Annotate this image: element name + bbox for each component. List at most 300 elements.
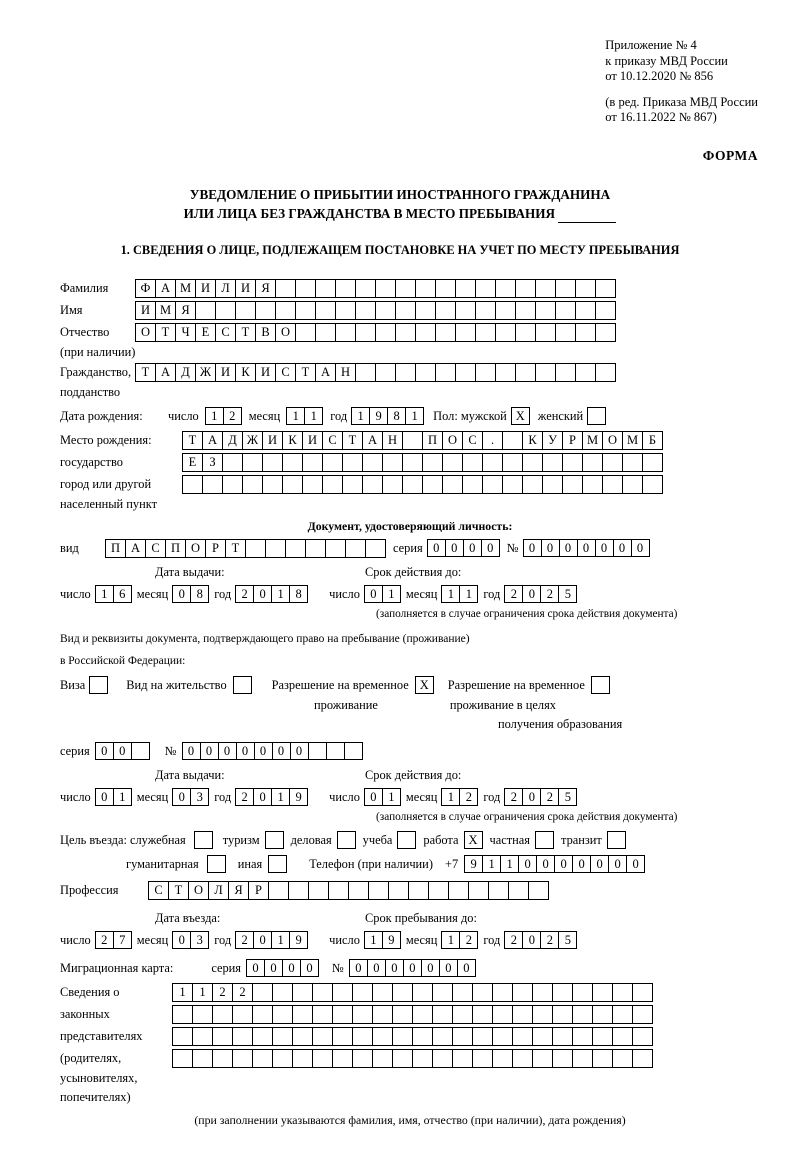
char-cell[interactable]: Я xyxy=(175,301,196,320)
char-cell[interactable]: 2 xyxy=(232,983,253,1002)
char-cell[interactable] xyxy=(192,1049,213,1068)
char-cell[interactable]: 7 xyxy=(113,931,132,949)
char-cell[interactable] xyxy=(375,363,396,382)
char-cell[interactable] xyxy=(308,881,329,900)
char-cell[interactable] xyxy=(612,1049,633,1068)
char-cell[interactable]: 6 xyxy=(113,585,132,603)
char-cell[interactable]: Р xyxy=(248,881,269,900)
char-cell[interactable] xyxy=(212,1027,233,1046)
char-cell[interactable]: 0 xyxy=(349,959,368,977)
char-cell[interactable] xyxy=(222,475,243,494)
char-cell[interactable] xyxy=(352,983,373,1002)
char-cell[interactable]: 0 xyxy=(523,539,542,557)
char-cell[interactable]: А xyxy=(362,431,383,450)
char-cell[interactable]: 0 xyxy=(541,539,560,557)
char-cell[interactable] xyxy=(552,1005,573,1024)
char-cell[interactable] xyxy=(492,1027,513,1046)
char-cell[interactable] xyxy=(332,983,353,1002)
char-cell[interactable] xyxy=(428,881,449,900)
char-cell[interactable] xyxy=(395,279,416,298)
char-cell[interactable] xyxy=(412,1005,433,1024)
entry-month-cells[interactable] xyxy=(172,931,208,949)
char-cell[interactable] xyxy=(245,539,266,558)
char-cell[interactable] xyxy=(172,1027,193,1046)
char-cell[interactable]: 0 xyxy=(218,742,237,760)
char-cell[interactable]: 2 xyxy=(235,931,254,949)
char-cell[interactable] xyxy=(355,363,376,382)
doc-kind-cells[interactable] xyxy=(105,539,385,558)
char-cell[interactable]: У xyxy=(542,431,563,450)
char-cell[interactable] xyxy=(535,363,556,382)
char-cell[interactable] xyxy=(322,475,343,494)
char-cell[interactable]: Я xyxy=(228,881,249,900)
char-cell[interactable]: 0 xyxy=(421,959,440,977)
char-cell[interactable] xyxy=(612,1005,633,1024)
legal-rep-cells-row3[interactable] xyxy=(172,1027,652,1046)
char-cell[interactable]: 0 xyxy=(463,539,482,557)
char-cell[interactable] xyxy=(432,983,453,1002)
surname-cells[interactable] xyxy=(135,279,615,298)
char-cell[interactable] xyxy=(515,363,536,382)
doc-issue-month-cells[interactable] xyxy=(172,585,208,603)
char-cell[interactable] xyxy=(262,453,283,472)
char-cell[interactable] xyxy=(472,983,493,1002)
char-cell[interactable] xyxy=(582,453,603,472)
char-cell[interactable] xyxy=(402,431,423,450)
char-cell[interactable] xyxy=(542,453,563,472)
char-cell[interactable]: 0 xyxy=(290,742,309,760)
char-cell[interactable]: Ж xyxy=(242,431,263,450)
char-cell[interactable] xyxy=(455,323,476,342)
char-cell[interactable]: 0 xyxy=(182,742,201,760)
char-cell[interactable]: Я xyxy=(255,279,276,298)
char-cell[interactable] xyxy=(448,881,469,900)
char-cell[interactable] xyxy=(332,1005,353,1024)
char-cell[interactable] xyxy=(375,279,396,298)
char-cell[interactable] xyxy=(535,279,556,298)
char-cell[interactable]: 2 xyxy=(459,931,478,949)
char-cell[interactable]: 8 xyxy=(289,585,308,603)
purpose-other-checkbox[interactable] xyxy=(268,855,287,873)
char-cell[interactable] xyxy=(592,1027,613,1046)
char-cell[interactable] xyxy=(332,1049,353,1068)
char-cell[interactable]: 5 xyxy=(558,788,577,806)
char-cell[interactable] xyxy=(512,1049,533,1068)
char-cell[interactable] xyxy=(432,1027,453,1046)
char-cell[interactable]: М xyxy=(622,431,643,450)
char-cell[interactable] xyxy=(372,1049,393,1068)
char-cell[interactable] xyxy=(415,279,436,298)
char-cell[interactable]: В xyxy=(255,323,276,342)
char-cell[interactable] xyxy=(344,742,363,760)
char-cell[interactable] xyxy=(215,301,236,320)
char-cell[interactable]: 0 xyxy=(264,959,283,977)
temp-residence-checkbox[interactable]: X xyxy=(415,676,434,694)
char-cell[interactable] xyxy=(555,323,576,342)
char-cell[interactable] xyxy=(632,1005,653,1024)
doc-series-cells[interactable] xyxy=(427,539,499,557)
char-cell[interactable] xyxy=(592,1005,613,1024)
char-cell[interactable]: . xyxy=(482,431,503,450)
purpose-study-checkbox[interactable] xyxy=(397,831,416,849)
visa-checkbox[interactable] xyxy=(89,676,108,694)
char-cell[interactable]: Д xyxy=(222,431,243,450)
doc-valid-day-cells[interactable] xyxy=(364,585,400,603)
char-cell[interactable]: 1 xyxy=(482,855,501,873)
char-cell[interactable]: 0 xyxy=(253,788,272,806)
char-cell[interactable] xyxy=(532,1049,553,1068)
char-cell[interactable] xyxy=(365,539,386,558)
char-cell[interactable] xyxy=(542,475,563,494)
char-cell[interactable] xyxy=(472,1005,493,1024)
char-cell[interactable] xyxy=(212,1049,233,1068)
char-cell[interactable]: 9 xyxy=(464,855,483,873)
char-cell[interactable] xyxy=(295,279,316,298)
char-cell[interactable] xyxy=(342,475,363,494)
char-cell[interactable] xyxy=(352,1049,373,1068)
char-cell[interactable] xyxy=(292,1005,313,1024)
char-cell[interactable]: М xyxy=(175,279,196,298)
char-cell[interactable] xyxy=(602,453,623,472)
profession-cells[interactable] xyxy=(148,881,548,900)
char-cell[interactable]: 0 xyxy=(200,742,219,760)
char-cell[interactable]: 1 xyxy=(441,585,460,603)
char-cell[interactable]: Т xyxy=(168,881,189,900)
permit-valid-year-cells[interactable] xyxy=(504,788,576,806)
char-cell[interactable]: С xyxy=(145,539,166,558)
char-cell[interactable] xyxy=(382,453,403,472)
char-cell[interactable] xyxy=(622,453,643,472)
char-cell[interactable] xyxy=(172,1005,193,1024)
char-cell[interactable]: 9 xyxy=(289,931,308,949)
char-cell[interactable] xyxy=(272,1027,293,1046)
permit-valid-day-cells[interactable] xyxy=(364,788,400,806)
char-cell[interactable]: 2 xyxy=(540,931,559,949)
char-cell[interactable]: О xyxy=(188,881,209,900)
permit-issue-month-cells[interactable] xyxy=(172,788,208,806)
char-cell[interactable]: А xyxy=(202,431,223,450)
char-cell[interactable] xyxy=(282,475,303,494)
char-cell[interactable] xyxy=(495,323,516,342)
char-cell[interactable]: 0 xyxy=(572,855,591,873)
char-cell[interactable] xyxy=(595,363,616,382)
char-cell[interactable] xyxy=(252,1027,273,1046)
name-cells[interactable] xyxy=(135,301,615,320)
char-cell[interactable] xyxy=(265,539,286,558)
temp-residence-edu-checkbox[interactable] xyxy=(591,676,610,694)
char-cell[interactable] xyxy=(492,1049,513,1068)
char-cell[interactable]: 5 xyxy=(558,585,577,603)
char-cell[interactable]: 0 xyxy=(385,959,404,977)
char-cell[interactable]: А xyxy=(155,363,176,382)
char-cell[interactable]: 0 xyxy=(253,585,272,603)
char-cell[interactable] xyxy=(368,881,389,900)
char-cell[interactable] xyxy=(435,323,456,342)
char-cell[interactable] xyxy=(315,301,336,320)
char-cell[interactable] xyxy=(272,1049,293,1068)
char-cell[interactable]: 0 xyxy=(172,585,191,603)
char-cell[interactable] xyxy=(632,1027,653,1046)
char-cell[interactable] xyxy=(475,279,496,298)
legal-rep-cells-row1[interactable] xyxy=(172,983,652,1002)
char-cell[interactable] xyxy=(422,475,443,494)
char-cell[interactable] xyxy=(502,475,523,494)
char-cell[interactable] xyxy=(592,1049,613,1068)
char-cell[interactable]: Т xyxy=(295,363,316,382)
char-cell[interactable] xyxy=(415,323,436,342)
char-cell[interactable] xyxy=(295,301,316,320)
char-cell[interactable] xyxy=(502,453,523,472)
char-cell[interactable]: 1 xyxy=(192,983,213,1002)
char-cell[interactable] xyxy=(408,881,429,900)
char-cell[interactable]: С xyxy=(148,881,169,900)
char-cell[interactable]: Н xyxy=(382,431,403,450)
purpose-work-checkbox[interactable]: X xyxy=(464,831,483,849)
char-cell[interactable]: 1 xyxy=(113,788,132,806)
char-cell[interactable] xyxy=(275,279,296,298)
char-cell[interactable] xyxy=(392,1049,413,1068)
char-cell[interactable] xyxy=(442,453,463,472)
char-cell[interactable] xyxy=(252,1049,273,1068)
char-cell[interactable]: Т xyxy=(155,323,176,342)
char-cell[interactable] xyxy=(472,1049,493,1068)
char-cell[interactable]: 0 xyxy=(626,855,645,873)
purpose-service-checkbox[interactable] xyxy=(194,831,213,849)
char-cell[interactable]: 8 xyxy=(387,407,406,425)
char-cell[interactable]: 0 xyxy=(590,855,609,873)
char-cell[interactable]: 0 xyxy=(445,539,464,557)
char-cell[interactable]: 2 xyxy=(95,931,114,949)
char-cell[interactable]: 0 xyxy=(577,539,596,557)
char-cell[interactable] xyxy=(415,363,436,382)
purpose-humanitarian-checkbox[interactable] xyxy=(207,855,226,873)
char-cell[interactable]: 1 xyxy=(405,407,424,425)
char-cell[interactable]: 0 xyxy=(95,788,114,806)
char-cell[interactable]: 0 xyxy=(536,855,555,873)
char-cell[interactable]: 8 xyxy=(190,585,209,603)
char-cell[interactable]: 2 xyxy=(504,788,523,806)
permit-issue-year-cells[interactable] xyxy=(235,788,307,806)
char-cell[interactable]: 1 xyxy=(271,931,290,949)
char-cell[interactable]: 0 xyxy=(522,585,541,603)
char-cell[interactable] xyxy=(632,983,653,1002)
char-cell[interactable] xyxy=(602,475,623,494)
char-cell[interactable] xyxy=(415,301,436,320)
char-cell[interactable]: Б xyxy=(642,431,663,450)
char-cell[interactable]: 0 xyxy=(172,788,191,806)
char-cell[interactable] xyxy=(512,983,533,1002)
char-cell[interactable]: П xyxy=(422,431,443,450)
char-cell[interactable] xyxy=(412,1049,433,1068)
char-cell[interactable] xyxy=(515,279,536,298)
char-cell[interactable]: 0 xyxy=(554,855,573,873)
char-cell[interactable] xyxy=(512,1005,533,1024)
char-cell[interactable]: 0 xyxy=(403,959,422,977)
char-cell[interactable] xyxy=(292,983,313,1002)
char-cell[interactable] xyxy=(495,363,516,382)
char-cell[interactable] xyxy=(335,323,356,342)
char-cell[interactable] xyxy=(435,279,456,298)
char-cell[interactable] xyxy=(622,475,643,494)
char-cell[interactable] xyxy=(575,323,596,342)
char-cell[interactable]: Т xyxy=(182,431,203,450)
char-cell[interactable]: Т xyxy=(135,363,156,382)
char-cell[interactable] xyxy=(562,453,583,472)
char-cell[interactable]: А xyxy=(315,363,336,382)
char-cell[interactable] xyxy=(355,279,376,298)
char-cell[interactable]: 0 xyxy=(113,742,132,760)
char-cell[interactable]: 0 xyxy=(364,788,383,806)
char-cell[interactable] xyxy=(355,323,376,342)
char-cell[interactable] xyxy=(482,453,503,472)
char-cell[interactable]: 9 xyxy=(369,407,388,425)
char-cell[interactable] xyxy=(305,539,326,558)
char-cell[interactable] xyxy=(272,983,293,1002)
char-cell[interactable] xyxy=(192,1005,213,1024)
char-cell[interactable] xyxy=(468,881,489,900)
char-cell[interactable] xyxy=(442,475,463,494)
char-cell[interactable]: 0 xyxy=(439,959,458,977)
char-cell[interactable]: 1 xyxy=(271,788,290,806)
char-cell[interactable] xyxy=(452,983,473,1002)
char-cell[interactable] xyxy=(592,983,613,1002)
citizenship-cells[interactable] xyxy=(135,363,615,382)
char-cell[interactable] xyxy=(572,1005,593,1024)
char-cell[interactable]: Ф xyxy=(135,279,156,298)
char-cell[interactable] xyxy=(495,279,516,298)
char-cell[interactable]: 2 xyxy=(459,788,478,806)
char-cell[interactable]: О xyxy=(442,431,463,450)
sex-female-checkbox[interactable] xyxy=(587,407,606,425)
char-cell[interactable]: И xyxy=(255,363,276,382)
char-cell[interactable]: Е xyxy=(182,453,203,472)
char-cell[interactable] xyxy=(332,1027,353,1046)
char-cell[interactable]: 0 xyxy=(457,959,476,977)
char-cell[interactable] xyxy=(552,1049,573,1068)
char-cell[interactable]: 0 xyxy=(172,931,191,949)
char-cell[interactable] xyxy=(352,1027,373,1046)
char-cell[interactable] xyxy=(282,453,303,472)
char-cell[interactable]: 2 xyxy=(540,788,559,806)
doc-number-cells[interactable] xyxy=(523,539,649,557)
purpose-business-checkbox[interactable] xyxy=(337,831,356,849)
char-cell[interactable] xyxy=(232,1049,253,1068)
char-cell[interactable]: 0 xyxy=(559,539,578,557)
char-cell[interactable]: 0 xyxy=(253,931,272,949)
char-cell[interactable] xyxy=(502,431,523,450)
char-cell[interactable] xyxy=(555,279,576,298)
char-cell[interactable]: 1 xyxy=(364,931,383,949)
char-cell[interactable]: 0 xyxy=(95,742,114,760)
migration-number-cells[interactable] xyxy=(349,959,475,977)
birthplace-cells-row2[interactable] xyxy=(182,453,662,472)
char-cell[interactable] xyxy=(432,1049,453,1068)
char-cell[interactable]: И xyxy=(235,279,256,298)
char-cell[interactable] xyxy=(612,1027,633,1046)
char-cell[interactable] xyxy=(455,363,476,382)
char-cell[interactable] xyxy=(362,453,383,472)
char-cell[interactable] xyxy=(482,475,503,494)
char-cell[interactable]: 0 xyxy=(518,855,537,873)
char-cell[interactable]: Л xyxy=(208,881,229,900)
legal-rep-cells-row4[interactable] xyxy=(172,1049,652,1068)
char-cell[interactable]: 0 xyxy=(522,788,541,806)
char-cell[interactable]: А xyxy=(155,279,176,298)
char-cell[interactable]: Ж xyxy=(195,363,216,382)
char-cell[interactable] xyxy=(455,301,476,320)
char-cell[interactable]: А xyxy=(125,539,146,558)
char-cell[interactable] xyxy=(535,301,556,320)
stay-year-cells[interactable] xyxy=(504,931,576,949)
char-cell[interactable]: 3 xyxy=(190,788,209,806)
char-cell[interactable] xyxy=(575,363,596,382)
char-cell[interactable] xyxy=(212,1005,233,1024)
char-cell[interactable]: 1 xyxy=(382,585,401,603)
char-cell[interactable]: 1 xyxy=(95,585,114,603)
char-cell[interactable] xyxy=(312,1027,333,1046)
char-cell[interactable] xyxy=(242,475,263,494)
char-cell[interactable]: 2 xyxy=(504,585,523,603)
char-cell[interactable] xyxy=(595,301,616,320)
char-cell[interactable] xyxy=(382,475,403,494)
char-cell[interactable]: Т xyxy=(342,431,363,450)
char-cell[interactable]: К xyxy=(282,431,303,450)
char-cell[interactable]: Т xyxy=(235,323,256,342)
char-cell[interactable] xyxy=(255,301,276,320)
char-cell[interactable] xyxy=(452,1005,473,1024)
birthplace-cells-row1[interactable] xyxy=(182,431,662,450)
char-cell[interactable] xyxy=(642,475,663,494)
char-cell[interactable] xyxy=(435,363,456,382)
char-cell[interactable]: 1 xyxy=(286,407,305,425)
doc-valid-year-cells[interactable] xyxy=(504,585,576,603)
char-cell[interactable] xyxy=(388,881,409,900)
char-cell[interactable] xyxy=(395,301,416,320)
char-cell[interactable] xyxy=(326,742,345,760)
char-cell[interactable] xyxy=(285,539,306,558)
char-cell[interactable] xyxy=(422,453,443,472)
char-cell[interactable] xyxy=(252,1005,273,1024)
birth-day-cells[interactable] xyxy=(205,407,241,425)
phone-cells[interactable] xyxy=(464,855,644,873)
char-cell[interactable] xyxy=(315,279,336,298)
char-cell[interactable] xyxy=(375,301,396,320)
char-cell[interactable] xyxy=(595,323,616,342)
char-cell[interactable] xyxy=(335,279,356,298)
permit-valid-month-cells[interactable] xyxy=(441,788,477,806)
char-cell[interactable] xyxy=(528,881,549,900)
entry-day-cells[interactable] xyxy=(95,931,131,949)
char-cell[interactable] xyxy=(455,279,476,298)
char-cell[interactable] xyxy=(308,742,327,760)
char-cell[interactable] xyxy=(552,983,573,1002)
char-cell[interactable] xyxy=(355,301,376,320)
char-cell[interactable]: 1 xyxy=(351,407,370,425)
char-cell[interactable] xyxy=(572,983,593,1002)
char-cell[interactable] xyxy=(432,1005,453,1024)
permit-issue-day-cells[interactable] xyxy=(95,788,131,806)
char-cell[interactable]: С xyxy=(215,323,236,342)
char-cell[interactable] xyxy=(292,1049,313,1068)
char-cell[interactable] xyxy=(575,301,596,320)
doc-issue-year-cells[interactable] xyxy=(235,585,307,603)
char-cell[interactable] xyxy=(515,301,536,320)
char-cell[interactable] xyxy=(342,453,363,472)
migration-series-cells[interactable] xyxy=(246,959,318,977)
char-cell[interactable] xyxy=(182,475,203,494)
char-cell[interactable] xyxy=(412,983,433,1002)
char-cell[interactable]: 0 xyxy=(631,539,650,557)
